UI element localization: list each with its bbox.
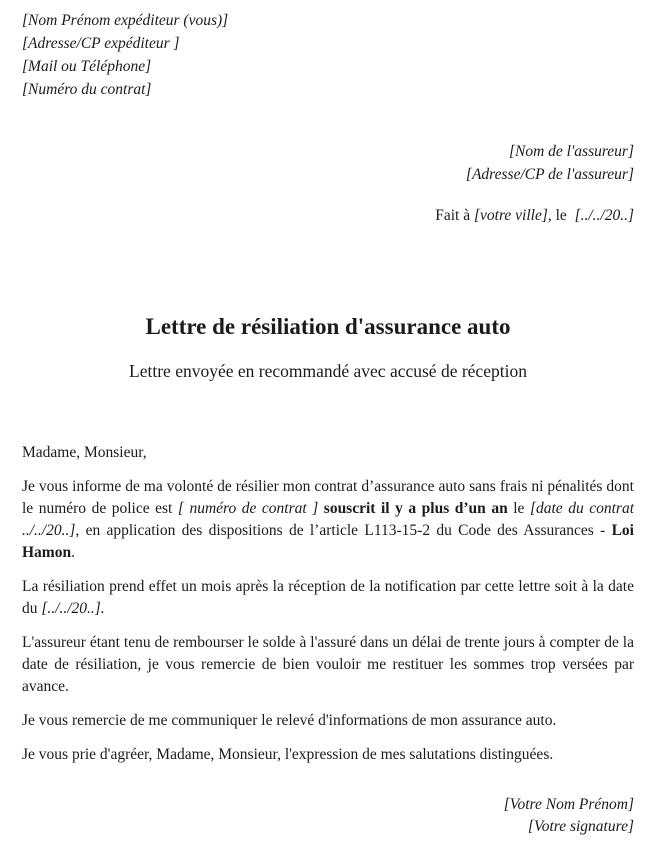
city-placeholder: [votre ville], — [473, 207, 552, 224]
sender-contract-number-placeholder: [Numéro du contrat] — [22, 81, 152, 98]
dateline-connector: le — [551, 207, 575, 224]
p2-text-1: La résiliation prend effet un mois après la réception de la notification par cette lettre soit à la date du — [22, 578, 634, 617]
paragraph-information-statement: Je vous remercie de me communiquer le relevé d'informations de mon assurance auto. — [22, 712, 557, 729]
paragraph-cancellation-intent — [22, 476, 634, 564]
contract-date-placeholder: [date du contrat ../../20..] — [22, 500, 635, 539]
sender-address-placeholder: [Adresse/CP expéditeur ] — [22, 35, 180, 52]
letter-title: Lettre de résiliation d'assurance auto — [145, 314, 511, 339]
sender-contact-placeholder: [Mail ou Téléphone] — [22, 58, 152, 75]
letter-subtitle: Lettre envoyée en recommandé avec accusé de réception — [129, 361, 527, 381]
sender-name-placeholder: [Nom Prénom expéditeur (vous)] — [22, 12, 229, 29]
date-placeholder: [../../20..] — [574, 207, 634, 224]
insurer-name-placeholder: [Nom de l'assureur] — [508, 143, 634, 160]
insurer-address-placeholder: [Adresse/CP de l'assureur] — [465, 166, 634, 183]
sender-address-block — [22, 9, 634, 101]
signature-placeholder: [Votre signature] — [527, 818, 634, 835]
p1-text-4: . — [71, 544, 75, 561]
p1-bold-loi-hamon: Loi Hamon — [22, 522, 634, 561]
p1-text-2: le — [507, 500, 530, 517]
p1-bold-over-one-year: souscrit il y a plus d’un an — [323, 500, 508, 517]
p1-text-1: Je vous informe de ma volonté de résilier mon contrat d’assurance auto sans frais ni pénalités dont le numéro de police est — [22, 478, 634, 517]
dateline — [22, 205, 634, 227]
effective-date-placeholder: [../../20..]. — [41, 600, 105, 617]
paragraph-closing-formula: Je vous prie d'agréer, Madame, Monsieur, l'expression de mes salutations distinguées. — [22, 746, 554, 763]
dateline-prefix: Fait à — [435, 207, 474, 224]
contract-number-placeholder: [ numéro de contrat ] — [177, 500, 324, 517]
salutation: Madame, Monsieur, — [22, 444, 147, 461]
p1-text-3: , en application des dispositions de l’article L113-15-2 du Code des Assurances - — [75, 522, 612, 539]
paragraph-effective-date — [22, 576, 634, 620]
signature-block — [22, 794, 634, 838]
signature-name-placeholder: [Votre Nom Prénom] — [503, 796, 634, 813]
paragraph-refund-request: L'assureur étant tenu de rembourser le solde à l'assuré dans un délai de trente jours à compter de la date de résiliation, je vous remercie de bien vouloir me restituer les sommes trop versées par avance. — [22, 634, 634, 695]
insurer-address-block — [22, 140, 634, 186]
